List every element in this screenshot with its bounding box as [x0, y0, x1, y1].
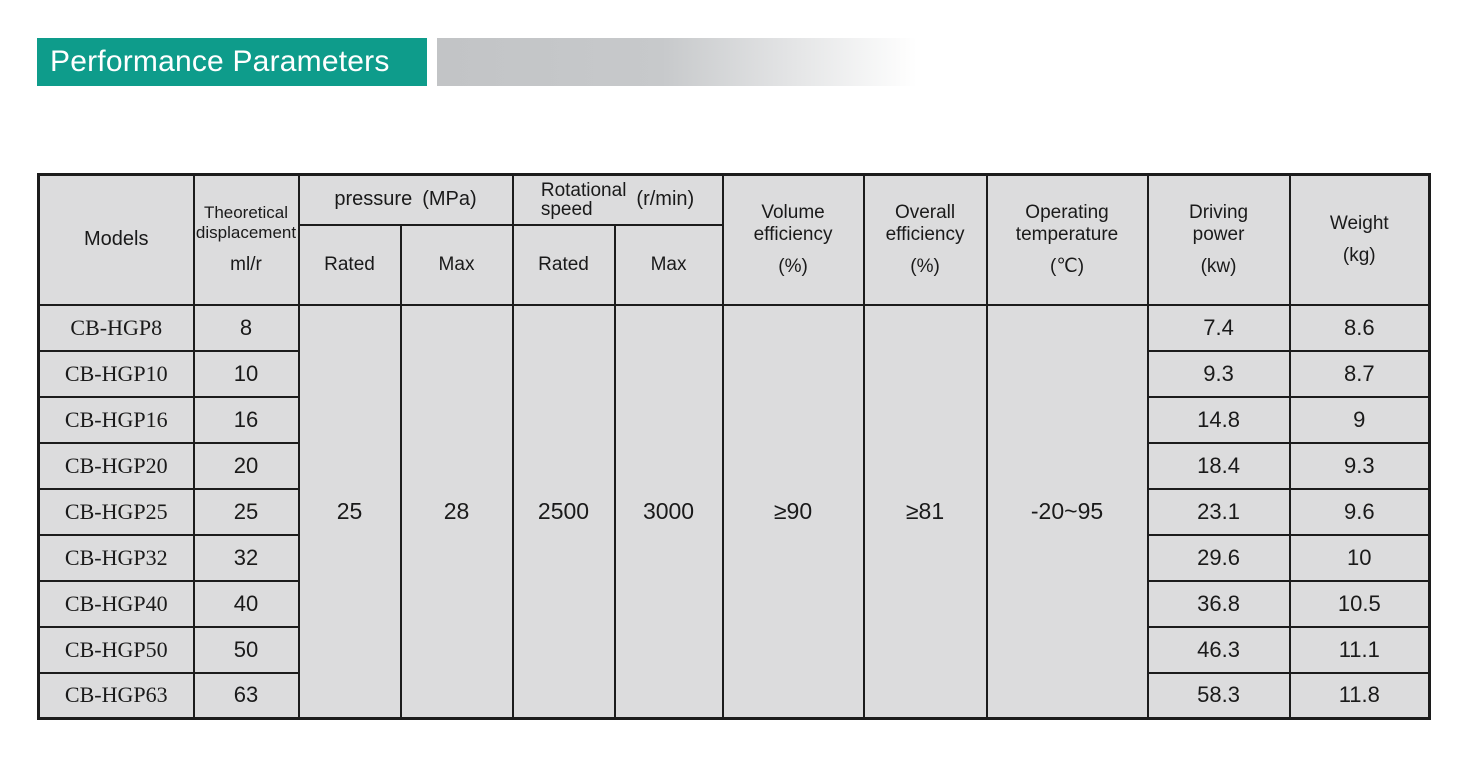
model-cell: CB-HGP32 — [39, 535, 194, 581]
overall-efficiency-merged-cell: ≥81 — [864, 305, 987, 719]
header-volume-line2: efficiency — [753, 223, 833, 245]
model-cell: CB-HGP40 — [39, 581, 194, 627]
displacement-cell: 32 — [194, 535, 299, 581]
header-temperature-line1: Operating — [1025, 202, 1109, 224]
displacement-cell: 40 — [194, 581, 299, 627]
header-speed-line2: speed — [540, 198, 593, 220]
header-weight-unit: (kg) — [1342, 245, 1376, 267]
power-cell: 46.3 — [1148, 627, 1290, 673]
header-volume-unit: (%) — [778, 255, 808, 277]
header-driving-power — [1148, 175, 1290, 305]
header-speed-line1: Rotational — [540, 179, 627, 201]
displacement-cell: 63 — [194, 673, 299, 719]
header-speed-unit: (r/min) — [636, 188, 695, 211]
header-overall-unit: (%) — [910, 255, 940, 277]
section-title-banner — [37, 38, 427, 86]
header-models: Models — [39, 175, 194, 305]
header-displacement — [194, 175, 299, 305]
weight-cell: 8.6 — [1290, 305, 1430, 351]
model-cell: CB-HGP50 — [39, 627, 194, 673]
header-pressure-max: Max — [401, 225, 513, 305]
weight-cell: 10.5 — [1290, 581, 1430, 627]
header-overall-line2: efficiency — [885, 223, 965, 245]
model-cell: CB-HGP25 — [39, 489, 194, 535]
power-cell: 18.4 — [1148, 443, 1290, 489]
weight-cell: 9.6 — [1290, 489, 1430, 535]
weight-cell: 9 — [1290, 397, 1430, 443]
header-weight — [1290, 175, 1430, 305]
weight-cell: 11.8 — [1290, 673, 1430, 719]
displacement-cell: 50 — [194, 627, 299, 673]
model-cell: CB-HGP8 — [39, 305, 194, 351]
header-volume-line1: Volume — [761, 202, 825, 224]
header-operating-temperature — [987, 175, 1148, 305]
header-pressure-unit: (MPa) — [422, 188, 477, 211]
header-volume-efficiency — [723, 175, 864, 305]
power-cell: 36.8 — [1148, 581, 1290, 627]
header-row-groups — [39, 175, 1430, 225]
weight-cell: 10 — [1290, 535, 1430, 581]
displacement-cell: 8 — [194, 305, 299, 351]
header-pressure-name: pressure — [334, 188, 413, 211]
power-cell: 58.3 — [1148, 673, 1290, 719]
header-speed-rated: Rated — [513, 225, 615, 305]
temperature-merged-cell: -20~95 — [987, 305, 1148, 719]
header-displacement-line1: Theoretical — [203, 203, 289, 223]
header-power-unit: (kw) — [1200, 255, 1237, 277]
displacement-cell: 20 — [194, 443, 299, 489]
displacement-cell: 10 — [194, 351, 299, 397]
header-displacement-unit: ml/r — [230, 254, 262, 276]
header-overall-line1: Overall — [894, 202, 956, 224]
header-pressure-rated: Rated — [299, 225, 401, 305]
header-pressure-group — [299, 175, 513, 225]
model-cell: CB-HGP20 — [39, 443, 194, 489]
model-cell: CB-HGP63 — [39, 673, 194, 719]
header-power-line2: power — [1192, 223, 1245, 245]
header-overall-efficiency — [864, 175, 987, 305]
header-temperature-unit: (℃) — [1050, 255, 1085, 277]
power-cell: 9.3 — [1148, 351, 1290, 397]
weight-cell: 11.1 — [1290, 627, 1430, 673]
speed-rated-merged-cell: 2500 — [513, 305, 615, 719]
displacement-cell: 25 — [194, 489, 299, 535]
table-row — [39, 305, 1430, 351]
weight-cell: 9.3 — [1290, 443, 1430, 489]
power-cell: 14.8 — [1148, 397, 1290, 443]
power-cell: 7.4 — [1148, 305, 1290, 351]
pressure-max-merged-cell: 28 — [401, 305, 513, 719]
power-cell: 23.1 — [1148, 489, 1290, 535]
model-cell: CB-HGP16 — [39, 397, 194, 443]
header-temperature-line2: temperature — [1015, 223, 1119, 245]
weight-cell: 8.7 — [1290, 351, 1430, 397]
speed-max-merged-cell: 3000 — [615, 305, 723, 719]
header-displacement-line2: displacement — [195, 222, 297, 242]
pressure-rated-merged-cell: 25 — [299, 305, 401, 719]
displacement-cell: 16 — [194, 397, 299, 443]
model-cell: CB-HGP10 — [39, 351, 194, 397]
header-power-line1: Driving — [1188, 202, 1249, 224]
page-title: Performance Parameters — [50, 45, 390, 78]
header-speed-max: Max — [615, 225, 723, 305]
power-cell: 29.6 — [1148, 535, 1290, 581]
volume-efficiency-merged-cell: ≥90 — [723, 305, 864, 719]
title-fade-bar — [437, 38, 937, 86]
header-speed-group — [513, 175, 723, 225]
header-weight-line1: Weight — [1329, 212, 1389, 234]
performance-parameters-table — [37, 173, 1431, 720]
